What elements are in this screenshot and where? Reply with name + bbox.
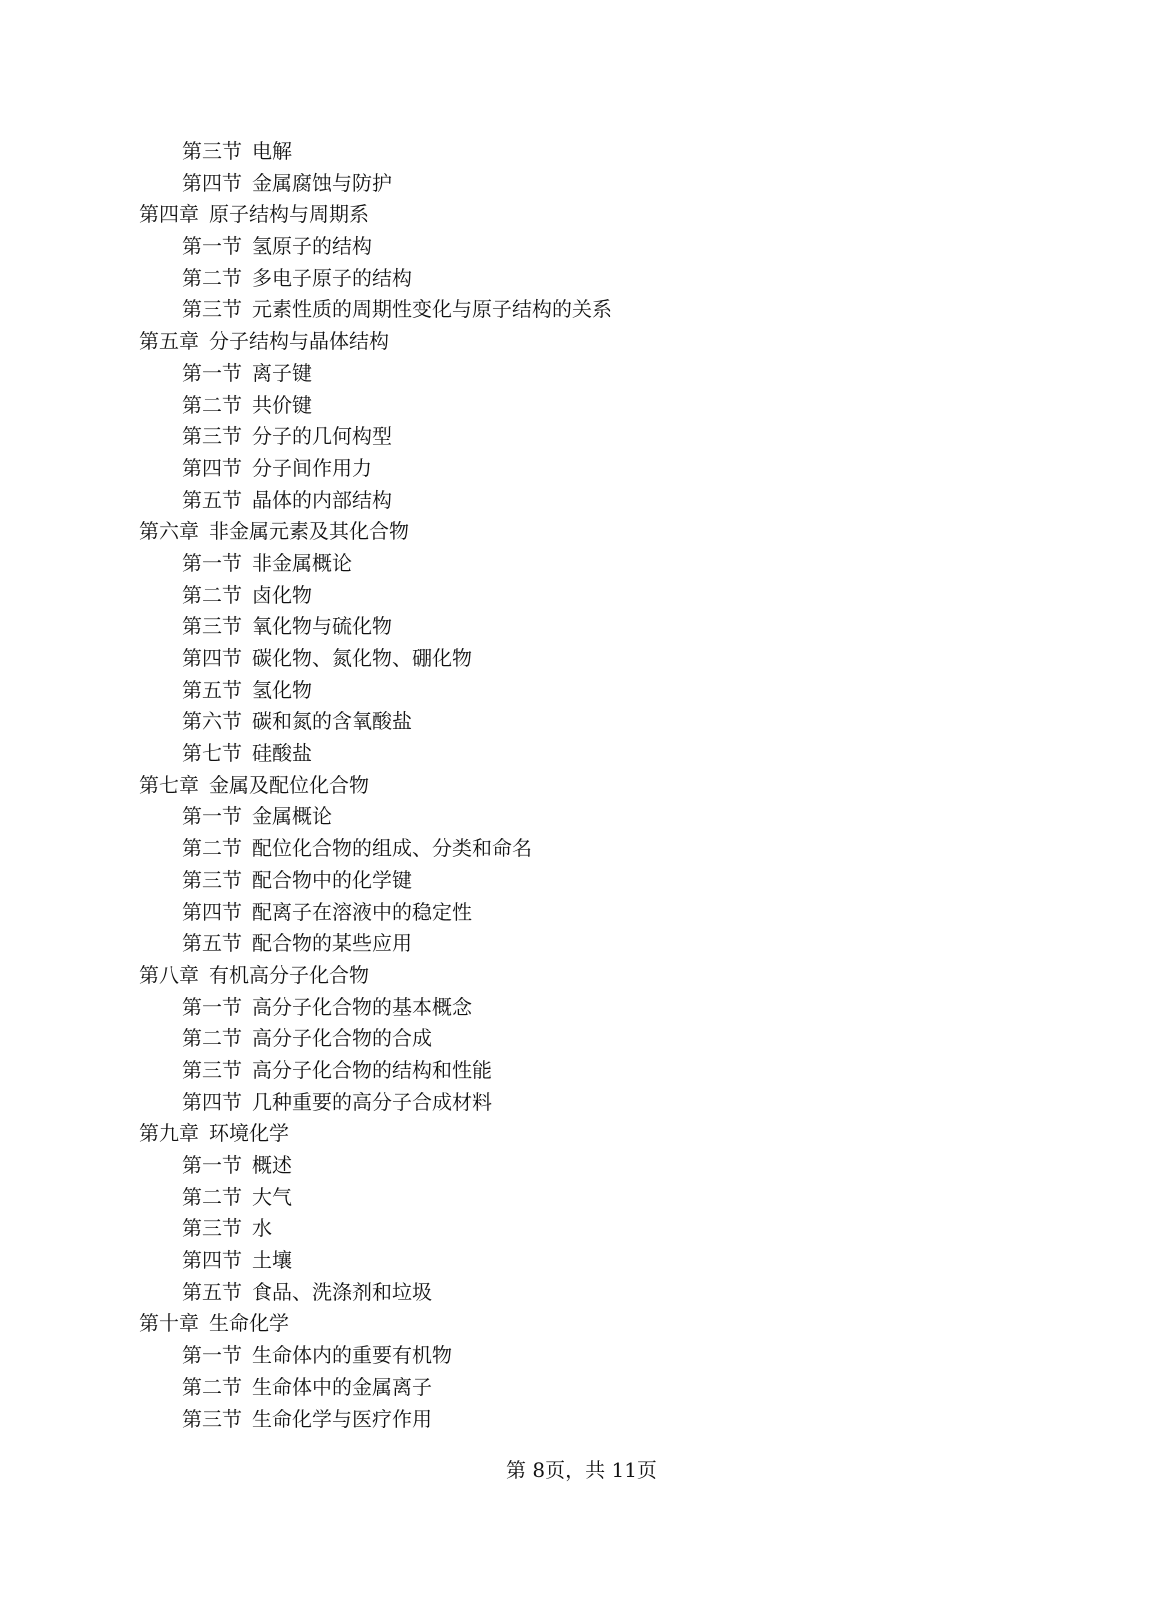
toc-section-entry	[0, 738, 1163, 770]
toc-entry-title: 分子结构与晶体结构	[209, 329, 389, 354]
toc-entry-number: 第四章	[139, 202, 199, 227]
toc-entry-title: 大气	[252, 1184, 292, 1209]
toc-section-entry	[0, 136, 1163, 168]
toc-entry-title: 配离子在溶液中的稳定性	[252, 899, 472, 924]
toc-section-entry	[0, 706, 1163, 738]
toc-section-entry	[0, 833, 1163, 865]
toc-entry-number: 第四节	[182, 1248, 242, 1273]
toc-section-entry	[0, 865, 1163, 897]
toc-section-entry	[0, 1277, 1163, 1309]
toc-entry-title: 共价键	[252, 392, 312, 417]
toc-entry-title: 离子键	[252, 360, 312, 385]
toc-entry-number: 第二节	[182, 1374, 242, 1399]
toc-entry-title: 多电子原子的结构	[252, 265, 412, 290]
toc-entry-number: 第四节	[182, 646, 242, 670]
toc-entry-title: 晶体的内部结构	[252, 487, 392, 512]
toc-entry-title: 生命化学与医疗作用	[252, 1406, 432, 1431]
toc-entry-title: 硅酸盐	[252, 741, 312, 766]
toc-section-entry	[0, 1182, 1163, 1214]
toc-entry-title: 金属及配位化合物	[209, 772, 369, 797]
toc-entry-title: 概述	[252, 1153, 292, 1177]
toc-section-entry	[0, 675, 1163, 707]
toc-section-entry	[0, 611, 1163, 643]
toc-entry-title: 金属概论	[252, 804, 332, 829]
toc-entry-title: 分子间作用力	[252, 455, 372, 480]
toc-section-entry	[0, 485, 1163, 517]
toc-section-entry	[0, 421, 1163, 453]
toc-entry-number: 第一节	[182, 1153, 242, 1177]
toc-entry-number: 第六节	[182, 709, 242, 734]
toc-section-entry	[0, 992, 1163, 1024]
toc-chapter-entry	[0, 199, 1163, 231]
toc-entry-title: 分子的几何构型	[252, 424, 392, 449]
toc-entry-number: 第四节	[182, 899, 242, 924]
toc-entry-title: 高分子化合物的合成	[252, 1026, 432, 1051]
toc-section-entry	[0, 1340, 1163, 1372]
toc-entry-title: 生命体中的金属离子	[252, 1374, 432, 1399]
toc-entry-title: 水	[252, 1216, 272, 1241]
toc-entry-number: 第九章	[139, 1121, 199, 1146]
toc-chapter-entry	[0, 516, 1163, 548]
toc-section-entry	[0, 801, 1163, 833]
toc-entry-number: 第一节	[182, 1343, 242, 1368]
toc-entry-number: 第二节	[182, 392, 242, 417]
toc-entry-number: 第一节	[182, 234, 242, 259]
toc-entry-title: 非金属概论	[252, 550, 352, 575]
toc-entry-number: 第三节	[182, 424, 242, 449]
toc-entry-number: 第六章	[139, 519, 199, 544]
toc-section-entry	[0, 1150, 1163, 1182]
toc-entry-number: 第二节	[182, 836, 242, 861]
toc-section-entry	[0, 897, 1163, 929]
toc-entry-number: 第二节	[182, 1184, 242, 1209]
toc-section-entry	[0, 1245, 1163, 1277]
toc-entry-number: 第二节	[182, 265, 242, 290]
toc-entry-number: 第四节	[182, 455, 242, 480]
toc-section-entry	[0, 358, 1163, 390]
toc-section-entry	[0, 1404, 1163, 1436]
toc-entry-number: 第四节	[182, 170, 242, 195]
table-of-contents	[0, 136, 1163, 1435]
toc-entry-title: 氧化物与硫化物	[252, 614, 392, 639]
toc-section-entry	[0, 1372, 1163, 1404]
toc-entry-number: 第十章	[139, 1311, 199, 1336]
toc-section-entry	[0, 263, 1163, 295]
toc-entry-number: 第二节	[182, 582, 242, 607]
toc-entry-title: 配合物中的化学键	[252, 867, 412, 892]
toc-chapter-entry	[0, 1118, 1163, 1150]
toc-entry-title: 高分子化合物的基本概念	[252, 994, 472, 1019]
toc-section-entry	[0, 1087, 1163, 1119]
toc-entry-title: 生命化学	[209, 1311, 289, 1336]
toc-section-entry	[0, 1023, 1163, 1055]
toc-entry-number: 第三节	[182, 867, 242, 892]
toc-entry-title: 生命体内的重要有机物	[252, 1343, 452, 1368]
toc-entry-number: 第一节	[182, 550, 242, 575]
toc-entry-number: 第三节	[182, 614, 242, 639]
toc-entry-number: 第五节	[182, 487, 242, 512]
page-footer: 第 8页，共 11页	[506, 1458, 657, 1482]
toc-entry-number: 第八章	[139, 962, 199, 987]
toc-section-entry	[0, 168, 1163, 200]
toc-entry-title: 土壤	[252, 1248, 292, 1273]
toc-entry-title: 氢原子的结构	[252, 234, 372, 259]
toc-chapter-entry	[0, 770, 1163, 802]
toc-entry-number: 第五节	[182, 1279, 242, 1304]
toc-entry-number: 第四节	[182, 1089, 242, 1114]
toc-entry-title: 配位化合物的组成、分类和命名	[252, 836, 532, 861]
toc-chapter-entry	[0, 326, 1163, 358]
toc-entry-number: 第一节	[182, 360, 242, 385]
toc-entry-title: 原子结构与周期系	[209, 202, 369, 227]
toc-entry-title: 氢化物	[252, 677, 312, 702]
toc-section-entry	[0, 928, 1163, 960]
toc-section-entry	[0, 580, 1163, 612]
toc-entry-title: 碳化物、氮化物、硼化物	[252, 646, 472, 670]
toc-entry-title: 电解	[252, 139, 292, 163]
toc-entry-number: 第三节	[182, 1216, 242, 1241]
toc-entry-title: 卤化物	[252, 582, 312, 607]
toc-chapter-entry	[0, 960, 1163, 992]
toc-entry-title: 金属腐蚀与防护	[252, 170, 392, 195]
toc-entry-title: 有机高分子化合物	[209, 962, 369, 987]
toc-section-entry	[0, 231, 1163, 263]
toc-entry-title: 非金属元素及其化合物	[209, 519, 409, 544]
toc-section-entry	[0, 1213, 1163, 1245]
toc-entry-number: 第三节	[182, 1406, 242, 1431]
toc-entry-number: 第一节	[182, 804, 242, 829]
toc-entry-title: 配合物的某些应用	[252, 931, 412, 956]
toc-entry-number: 第三节	[182, 1057, 242, 1082]
toc-entry-number: 第三节	[182, 297, 242, 322]
toc-section-entry	[0, 294, 1163, 326]
toc-section-entry	[0, 453, 1163, 485]
toc-entry-title: 环境化学	[209, 1121, 289, 1146]
toc-entry-title: 食品、洗涤剂和垃圾	[252, 1279, 432, 1304]
toc-entry-title: 元素性质的周期性变化与原子结构的关系	[252, 297, 612, 322]
toc-entry-number: 第三节	[182, 139, 242, 163]
toc-entry-number: 第一节	[182, 994, 242, 1019]
toc-section-entry	[0, 643, 1163, 675]
toc-entry-number: 第七节	[182, 741, 242, 766]
toc-entry-title: 高分子化合物的结构和性能	[252, 1057, 492, 1082]
toc-entry-number: 第五节	[182, 931, 242, 956]
toc-entry-title: 碳和氮的含氧酸盐	[252, 709, 412, 734]
toc-chapter-entry	[0, 1308, 1163, 1340]
toc-entry-number: 第五章	[139, 329, 199, 354]
toc-entry-number: 第二节	[182, 1026, 242, 1051]
toc-section-entry	[0, 548, 1163, 580]
toc-section-entry	[0, 1055, 1163, 1087]
toc-section-entry	[0, 390, 1163, 422]
toc-entry-number: 第七章	[139, 772, 199, 797]
toc-entry-title: 几种重要的高分子合成材料	[252, 1089, 492, 1114]
toc-entry-number: 第五节	[182, 677, 242, 702]
